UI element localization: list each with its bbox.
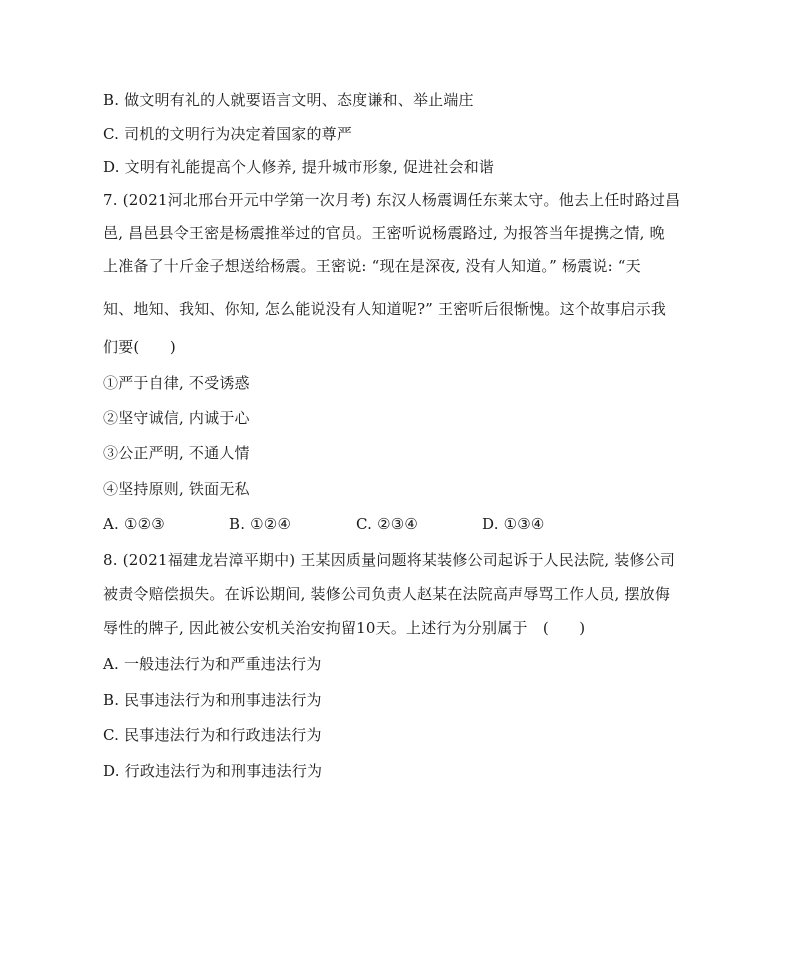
q7-statement-1: ①严于自律, 不受诱惑 bbox=[103, 374, 250, 392]
q7-choice-c: C. ②③④ bbox=[356, 515, 419, 533]
q8-stem-line-1: 8. (2021福建龙岩漳平期中) 王某因质量问题将某装修公司起诉于人民法院, 装修公司 bbox=[103, 551, 676, 569]
q6-option-c: C. 司机的文明行为决定着国家的尊严 bbox=[103, 125, 353, 143]
q7-stem-line-5: 们要( ) bbox=[103, 338, 176, 356]
q8-stem-line-2: 被责令赔偿损失。在诉讼期间, 装修公司负责人赵某在法院高声辱骂工作人员, 摆放侮 bbox=[103, 585, 671, 603]
q7-choice-d: D. ①③④ bbox=[482, 515, 545, 533]
q8-option-d: D. 行政违法行为和刑事违法行为 bbox=[103, 762, 323, 780]
q7-stem-line-4: 知、地知、我知、你知, 怎么能说没有人知道呢?” 王密听后很惭愧。这个故事启示我 bbox=[103, 300, 667, 318]
q8-option-c: C. 民事违法行为和行政违法行为 bbox=[103, 726, 322, 744]
q8-option-a: A. 一般违法行为和严重违法行为 bbox=[103, 655, 322, 673]
q7-stem-line-2: 邑, 昌邑县令王密是杨震推举过的官员。王密听说杨震路过, 为报答当年提携之情, 晚 bbox=[103, 224, 665, 242]
q7-statement-4: ④坚持原则, 铁面无私 bbox=[103, 480, 250, 498]
q6-option-b: B. 做文明有礼的人就要语言文明、态度谦和、举止端庄 bbox=[103, 91, 474, 109]
q7-choice-b: B. ①②④ bbox=[229, 515, 292, 533]
q7-stem-line-3: 上准备了十斤金子想送给杨震。王密说: “现在是深夜, 没有人知道。” 杨震说: “天 bbox=[103, 257, 641, 275]
q8-option-b: B. 民事违法行为和刑事违法行为 bbox=[103, 691, 322, 709]
q7-statement-2: ②坚守诚信, 内诚于心 bbox=[103, 409, 250, 427]
q7-stem-line-1: 7. (2021河北邢台开元中学第一次月考) 东汉人杨震调任东莱太守。他去上任时路过昌 bbox=[103, 191, 681, 209]
q7-choices bbox=[103, 513, 703, 535]
q7-choice-a: A. ①②③ bbox=[103, 515, 165, 533]
q6-option-d: D. 文明有礼能提高个人修养, 提升城市形象, 促进社会和谐 bbox=[103, 158, 495, 176]
q8-stem-line-3: 辱性的牌子, 因此被公安机关治安拘留10天。上述行为分别属于 ( ) bbox=[103, 619, 586, 637]
q7-statement-3: ③公正严明, 不通人情 bbox=[103, 444, 250, 462]
